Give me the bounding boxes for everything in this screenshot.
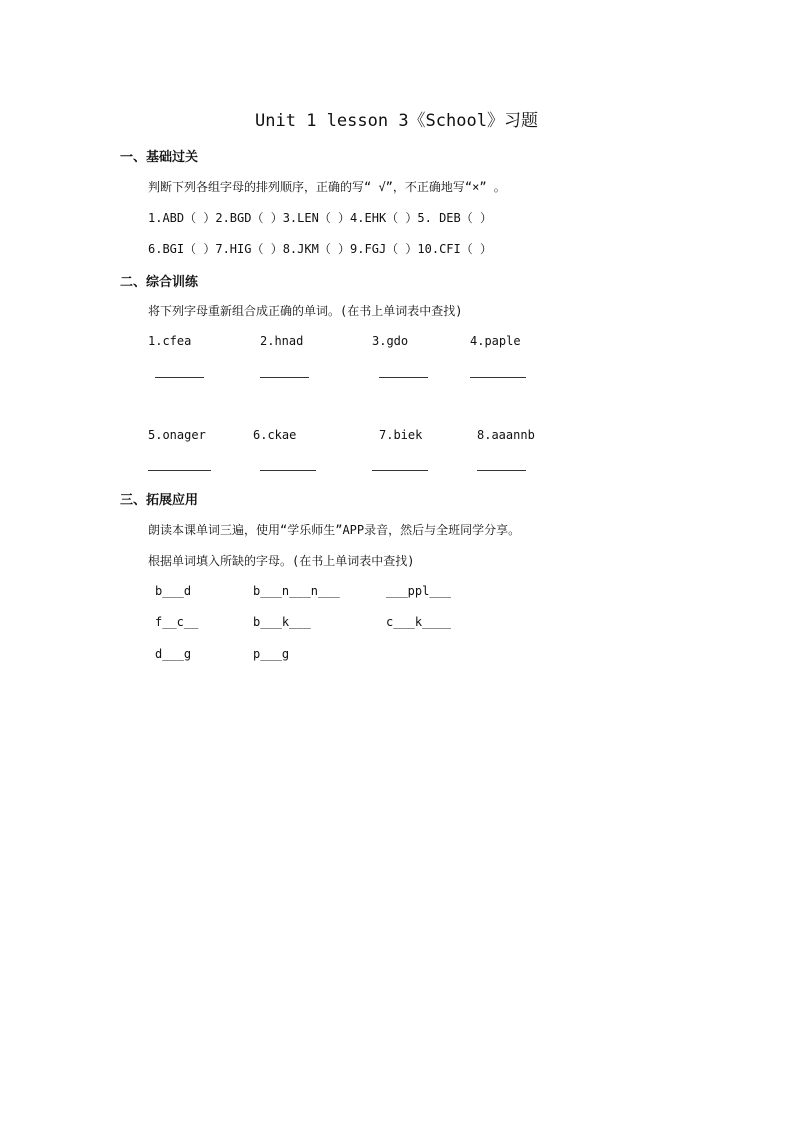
section1-heading: 一、基础过关	[120, 150, 199, 165]
answer-blank-1[interactable]	[155, 377, 204, 378]
answer-blank-6[interactable]	[260, 470, 316, 471]
answer-blank-3[interactable]	[379, 377, 428, 378]
fill-item: c___k____	[386, 615, 452, 629]
word-4: 4.paple	[470, 334, 521, 348]
fill-item: ___ppl___	[386, 584, 452, 598]
word-8: 8.aaannb	[477, 428, 535, 442]
word-3: 3.gdo	[372, 334, 409, 348]
section1-instruction: 判断下列各组字母的排列顺序，正确的写“ √”，不正确地写“×” 。	[148, 180, 506, 194]
page-title: Unit 1 lesson 3《School》习题	[255, 111, 538, 131]
answer-blank-4[interactable]	[470, 377, 526, 378]
fill-item: b___k___	[253, 615, 311, 629]
word-6: 6.ckae	[253, 428, 297, 442]
section3-line1: 朗读本课单词三遍，使用“学乐师生”APP录音，然后与全班同学分享。	[148, 523, 521, 537]
fill-item: d___g	[155, 647, 192, 661]
section3-line2: 根据单词填入所缺的字母。(在书上单词表中查找)	[148, 554, 415, 568]
section2-instruction: 将下列字母重新组合成正确的单词。(在书上单词表中查找)	[148, 304, 463, 318]
word-1: 1.cfea	[148, 334, 192, 348]
section2-heading: 二、综合训练	[120, 275, 199, 290]
section1-row1: 1.ABD（ ）2.BGD（ ）3.LEN（ ）4.EHK（ ）5. DEB（ ）	[148, 211, 492, 225]
word-7: 7.biek	[379, 428, 423, 442]
fill-item: p___g	[253, 647, 290, 661]
word-2: 2.hnad	[260, 334, 304, 348]
answer-blank-8[interactable]	[477, 470, 526, 471]
section1-row2: 6.BGI（ ）7.HIG（ ）8.JKM（ ）9.FGJ（ ）10.CFI（ ）	[148, 242, 492, 256]
fill-item: f__c__	[155, 615, 199, 629]
fill-item: b___n___n___	[253, 584, 340, 598]
answer-blank-5[interactable]	[148, 470, 211, 471]
word-5: 5.onager	[148, 428, 206, 442]
answer-blank-7[interactable]	[372, 470, 428, 471]
section3-heading: 三、拓展应用	[120, 493, 199, 508]
answer-blank-2[interactable]	[260, 377, 309, 378]
fill-item: b___d	[155, 584, 192, 598]
